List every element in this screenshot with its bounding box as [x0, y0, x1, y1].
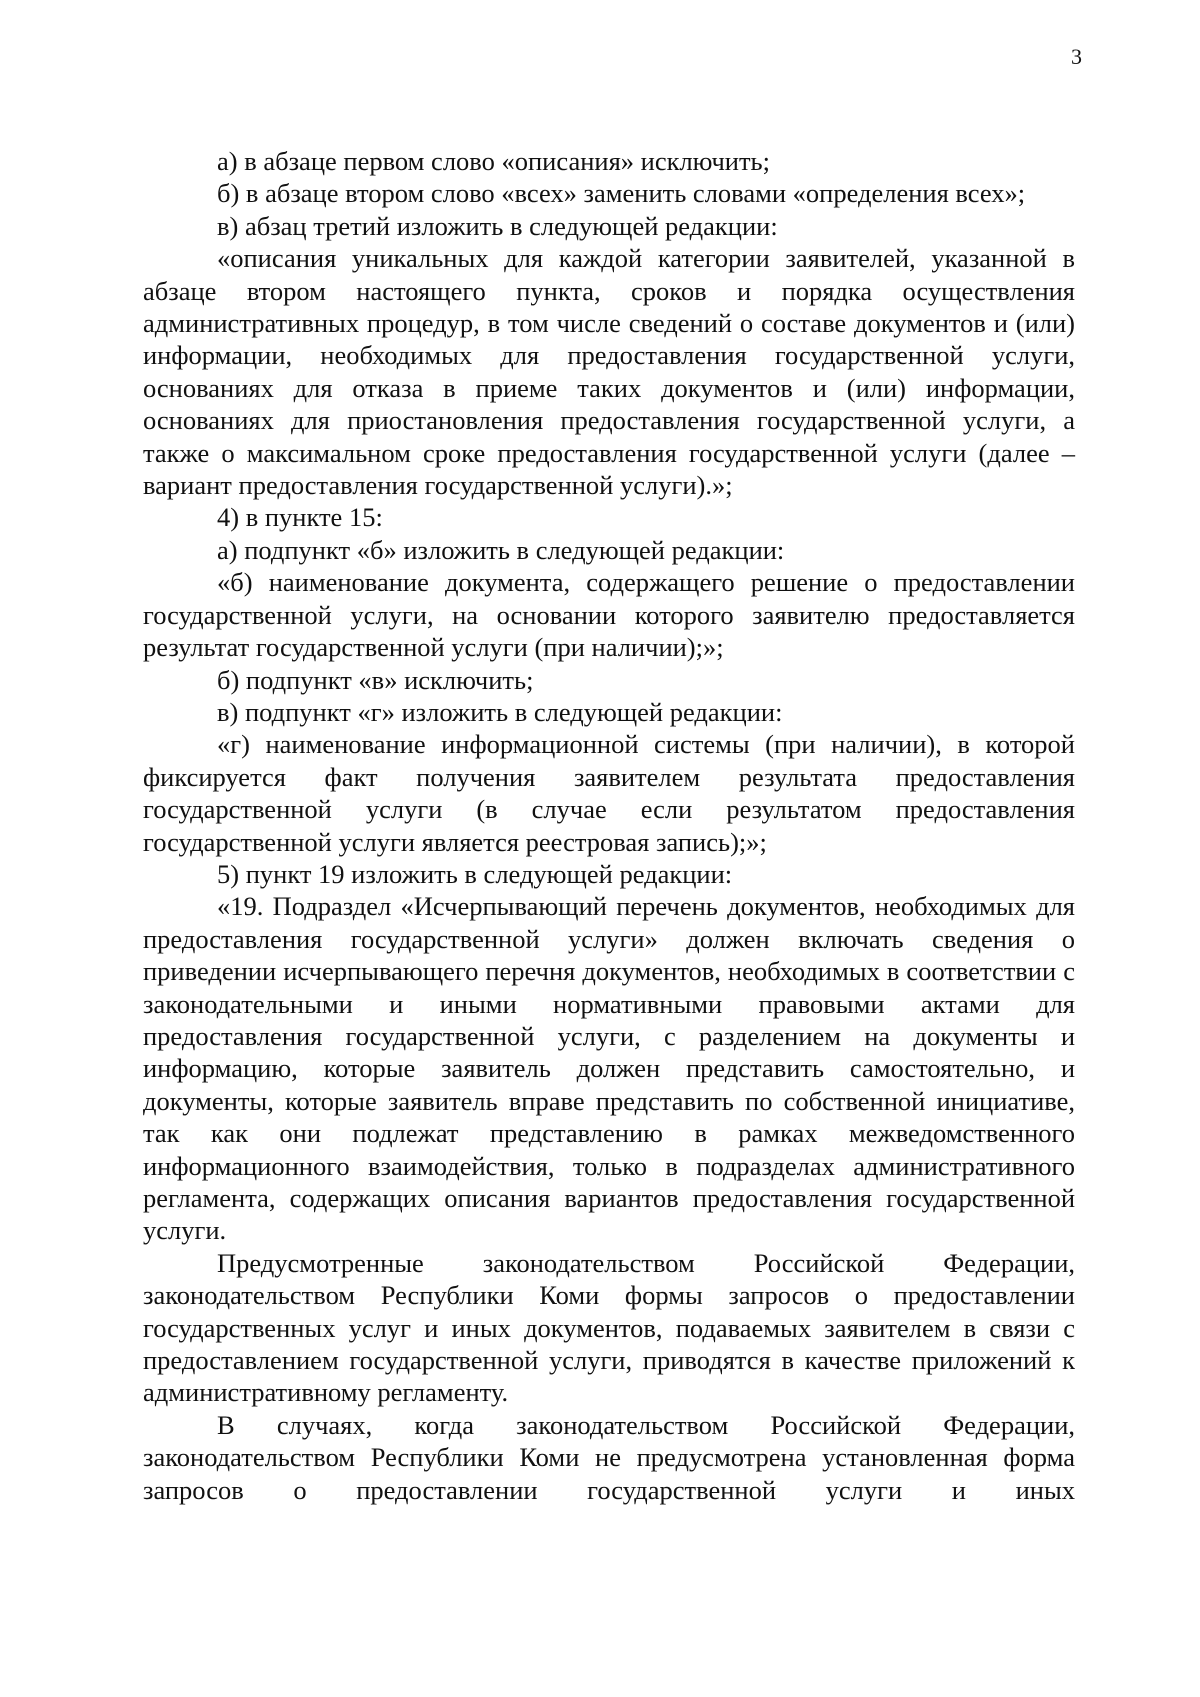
paragraph-subitem-v-exclude: б) подпункт «в» исключить; [217, 664, 534, 695]
paragraph-b-second-abzac: б) в абзаце втором слово «всех» заменить словами «определения всех»; [217, 178, 1026, 209]
paragraph-subitem-g-text: «г) наименование информационной системы (при наличии), в которой фиксируется факт получения заявителем результата предоставления государственной услуги (в случае если результатом предоставления государственной услуги является реестровая запись);»; [143, 729, 1075, 857]
paragraph-a-first-abzac: а) в абзаце первом слово «описания» исключить; [217, 146, 771, 176]
paragraph-v-third-abzac: в) абзац третий изложить в следующей редакции: [217, 210, 778, 241]
paragraph-subitem-g-edit: в) подпункт «г» изложить в следующей редакции: [217, 696, 783, 727]
paragraph-item-5: 5) пункт 19 изложить в следующей редакции: [217, 858, 733, 889]
document-body [143, 145, 1075, 1506]
paragraph-subitem-b-text: «б) наименование документа, содержащего решение о предоставлении государственной услуги, на основании которого заявителю предоставляется результат государственной услуги (при наличии);»; [143, 567, 1075, 663]
paragraph-item-19-text: «19. Подраздел «Исчерпывающий перечень документов, необходимых для предоставления государственной услуги» должен включать сведения о приведении исчерпывающего перечня документов, необходимых в соответствии с законодательными и иными нормативными правовыми актами для предоставления государственной услуги, с разделением на документы и информацию, которые заявитель должен представить самостоятельно, и документы, которые заявитель вправе представить по собственной инициативе, так как они подлежат представлению в рамках межведомственного информационного взаимодействия, только в подразделах административного регламента, содержащих описания вариантов предоставления государственной услуги. [143, 891, 1075, 1246]
paragraph-subitem-b-edit: а) подпункт «б» изложить в следующей редакции: [217, 534, 785, 565]
page-number: 3 [1071, 44, 1082, 69]
paragraph-cases-forms: В случаях, когда законодательством Российской Федерации, законодательством Республики Коми не предусмотрена установленная форма запросов о предоставлении государственной услуги и иных [143, 1409, 1075, 1505]
paragraph-forms-appendix: Предусмотренные законодательством Российской Федерации, законодательством Республики Коми формы запросов о предоставлении государственных услуг и иных документов, подаваемых заявителем в связи с предоставлением государственной услуги, приводятся в качестве приложений к административному регламенту. [143, 1247, 1075, 1408]
paragraph-description-quote: «описания уникальных для каждой категории заявителей, указанной в абзаце втором настоящего пункта, сроков и порядка осуществления административных процедур, в том числе сведений о составе документов и (или) информации, необходимых для предоставления государственной услуги, основаниях для отказа в приеме таких документов и (или) информации, основаниях для приостановления предоставления государственной услуги, а также о максимальном сроке предоставления государственной услуги (далее – вариант предоставления государственной услуги).»; [143, 243, 1075, 501]
paragraph-item-4: 4) в пункте 15: [217, 502, 383, 533]
